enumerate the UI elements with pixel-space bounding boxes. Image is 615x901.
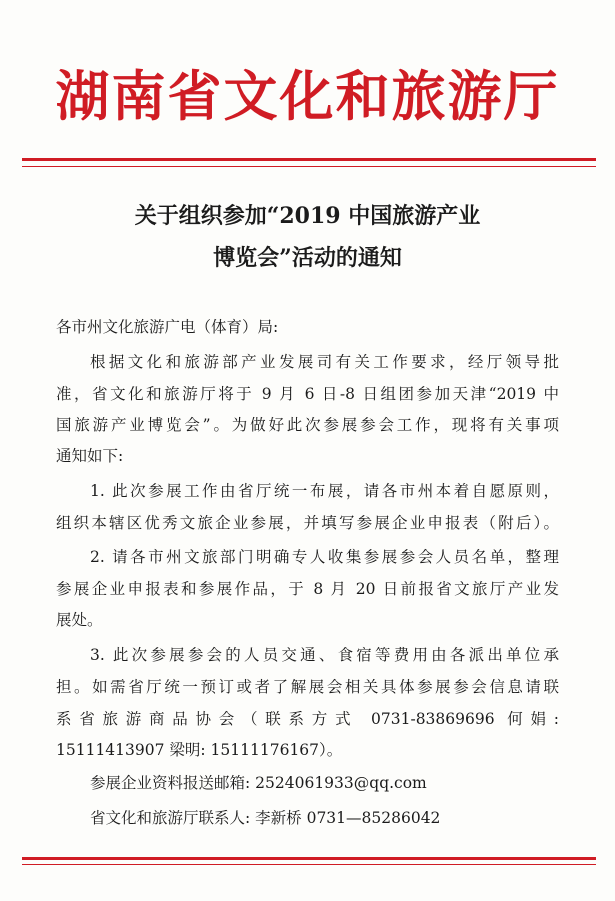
body-line: 展处。	[56, 611, 103, 629]
body-line: 3. 此次参展参会的人员交通、食宿等费用由各派出单位承	[90, 646, 559, 664]
submission-email: 参展企业资料报送邮箱: 2524061933@qq.com	[90, 774, 427, 792]
notice-title-line-2: 博览会”活动的通知	[213, 245, 402, 271]
body-line: 系省旅游商品协会（联系方式 0731-83869696 何娟:	[56, 710, 559, 728]
body-line: 国旅游产业博览会”。为做好此次参展参会工作，现将有关事项	[56, 416, 559, 434]
letterhead-rule-thick	[22, 158, 596, 161]
body-line: 15111413907 梁明: 15111176167）。	[56, 741, 343, 759]
body-line: 根据文化和旅游部产业发展司有关工作要求，经厅领导批	[90, 353, 559, 371]
body-line: 组织本辖区优秀文旅企业参展，并填写参展企业申报表（附后）。	[56, 514, 559, 532]
footer-rule-thin	[22, 864, 596, 865]
notice-title-line-1: 关于组织参加“2019 中国旅游产业	[134, 203, 481, 229]
body-line: 1. 此次参展工作由省厅统一布展，请各市州本着自愿原则，	[90, 482, 559, 500]
body-line: 准，省文化和旅游厅将于 9 月 6 日-8 日组团参加天津“2019 中	[56, 385, 559, 403]
letterhead-title: 湖南省文化和旅游厅	[55, 65, 560, 128]
letterhead-rule-thin	[22, 166, 596, 167]
body-line: 参展企业申报表和参展作品，于 8 月 20 日前报省文旅厅产业发	[56, 580, 559, 598]
salutation: 各市州文化旅游广电（体育）局:	[56, 318, 279, 336]
body-line: 担。如需省厅统一预订或者了解展会相关具体参展参会信息请联	[56, 678, 559, 696]
footer-rule-thick	[22, 857, 596, 860]
body-line: 通知如下:	[56, 447, 124, 465]
body-line: 2. 请各市州文旅部门明确专人收集参展参会人员名单，整理	[90, 548, 559, 566]
contact-person: 省文化和旅游厅联系人: 李新桥 0731—85286042	[90, 809, 441, 827]
